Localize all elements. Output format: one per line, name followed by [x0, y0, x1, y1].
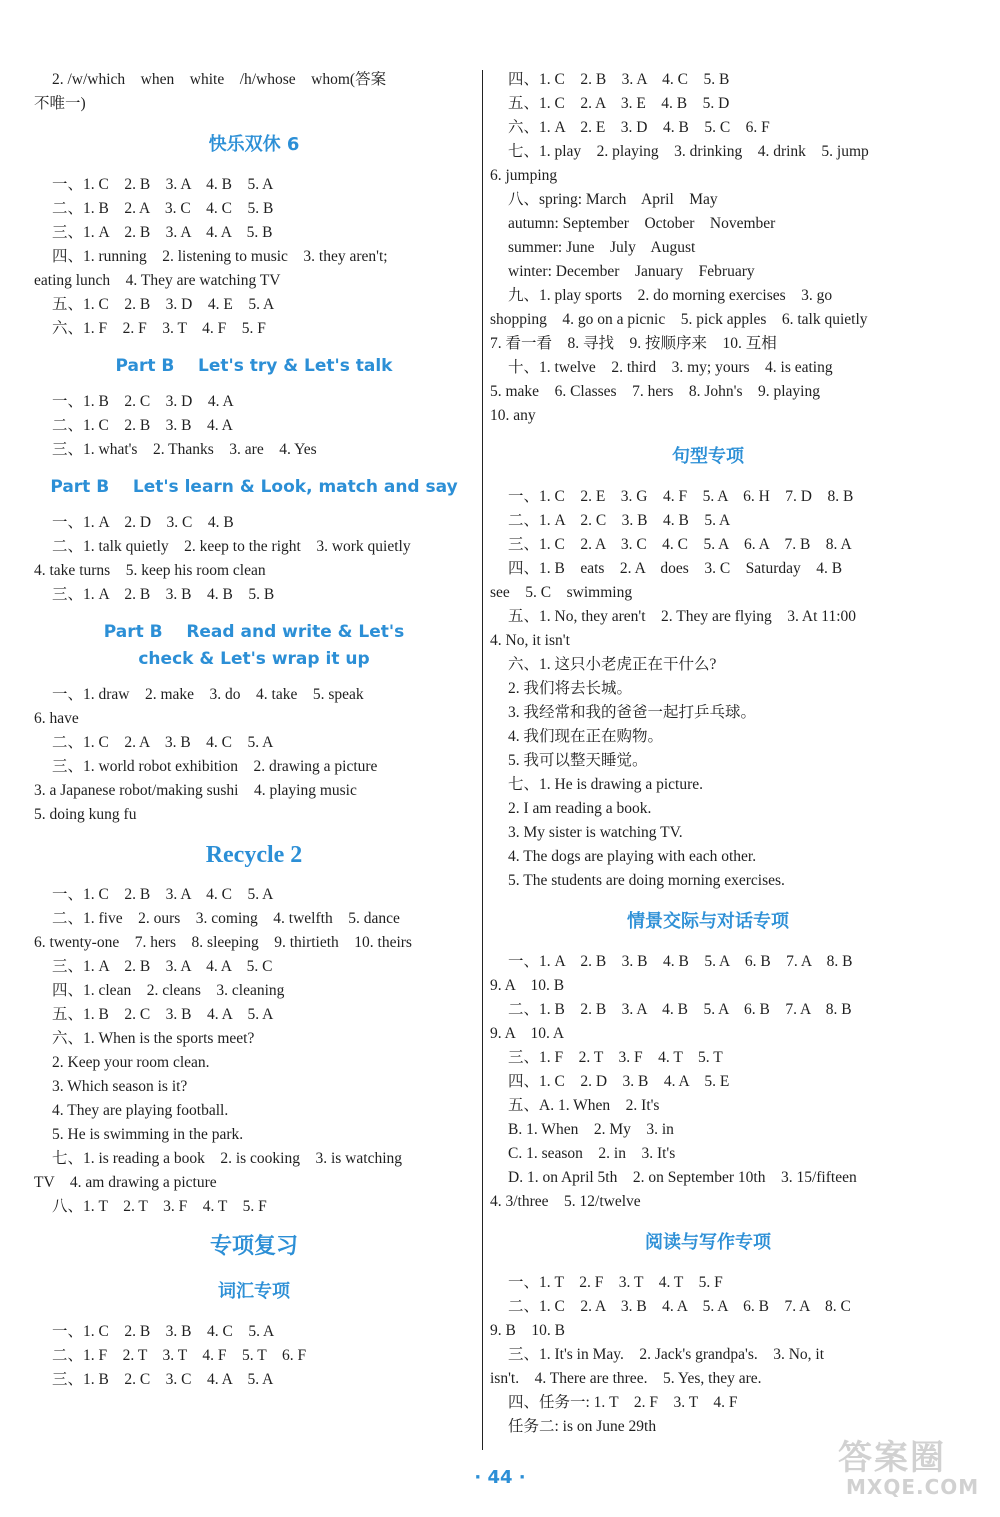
- answer-line: 3. 我经常和我的爸爸一起打乒乓球。: [508, 704, 757, 721]
- answer-line: 4. No, it isn't: [490, 632, 570, 649]
- answer-line: 七、1. is reading a book 2. is cooking 3. is watching: [52, 1150, 402, 1167]
- answer-line: 9. A 10. B: [490, 977, 565, 994]
- answer-line: 四、1. C 2. D 3. B 4. A 5. E: [508, 1073, 730, 1090]
- answer-line: 三、1. what's 2. Thanks 3. are 4. Yes: [52, 441, 317, 458]
- answer-line: 一、1. C 2. E 3. G 4. F 5. A 6. H 7. D 8. B: [508, 488, 854, 505]
- section-heading: 专项复习: [209, 1234, 298, 1259]
- answer-line: 三、1. world robot exhibition 2. drawing a picture: [52, 758, 378, 775]
- answer-line: 六、1. 这只小老虎正在干什么?: [508, 656, 717, 673]
- section-heading: Part B Let's try & Let's talk: [115, 356, 393, 376]
- answer-line: 二、1. F 2. T 3. T 4. F 5. T 6. F: [52, 1347, 307, 1364]
- watermark-logo: [838, 1430, 988, 1510]
- answer-line: 九、1. play sports 2. do morning exercises 3. go: [508, 287, 833, 304]
- answer-line: 3. a Japanese robot/making sushi 4. playing music: [34, 782, 357, 799]
- answer-line: 6. twenty-one 7. hers 8. sleeping 9. thirtieth 10. theirs: [34, 934, 412, 951]
- answer-line: 七、1. He is drawing a picture.: [508, 776, 703, 793]
- answer-line: TV 4. am drawing a picture: [34, 1174, 217, 1191]
- answer-line: autumn: September October November: [508, 215, 776, 232]
- answer-line: 四、1. running 2. listening to music 3. they aren't;: [52, 248, 388, 265]
- answer-line: 五、1. C 2. A 3. E 4. B 5. D: [508, 95, 730, 112]
- section-heading: 句型专项: [672, 446, 744, 467]
- answer-line: B. 1. When 2. My 3. in: [508, 1121, 674, 1138]
- answer-line: C. 1. season 2. in 3. It's: [508, 1145, 676, 1162]
- answer-line: see 5. C swimming: [490, 584, 633, 601]
- answer-line: 5. make 6. Classes 7. hers 8. John's 9. playing: [490, 383, 820, 400]
- right-column: [490, 68, 926, 1439]
- answer-line: 三、1. A 2. B 3. A 4. A 5. B: [52, 224, 273, 241]
- answer-line: summer: June July August: [508, 239, 696, 256]
- section-heading: Part B Let's learn & Look, match and say: [50, 477, 458, 497]
- left-column: [34, 68, 474, 1392]
- section-heading: Recycle 2: [205, 842, 303, 868]
- answer-line: 二、1. talk quietly 2. keep to the right 3. work quietly: [52, 538, 411, 555]
- answer-line: 9. A 10. A: [490, 1025, 565, 1042]
- section-heading: 词汇专项: [218, 1281, 290, 1302]
- answer-line: 三、1. A 2. B 3. A 4. A 5. C: [52, 958, 273, 975]
- answer-line: 五、1. B 2. C 3. B 4. A 5. A: [52, 1006, 274, 1023]
- answer-line: 3. Which season is it?: [52, 1078, 188, 1095]
- answer-line: 三、1. A 2. B 3. B 4. B 5. B: [52, 586, 275, 603]
- answer-line: 3. My sister is watching TV.: [508, 824, 683, 841]
- answer-line: winter: December January February: [508, 263, 755, 280]
- answer-line: 六、1. F 2. F 3. T 4. F 5. F: [52, 320, 266, 337]
- answer-line: 2. 我们将去长城。: [508, 680, 633, 697]
- answer-line: 5. doing kung fu: [34, 806, 137, 823]
- answer-line: eating lunch 4. They are watching TV: [34, 272, 281, 289]
- answer-line: 十、1. twelve 2. third 3. my; yours 4. is eating: [508, 359, 833, 376]
- section-heading: 情景交际与对话专项: [627, 911, 789, 932]
- answer-line: 三、1. F 2. T 3. F 4. T 5. T: [508, 1049, 723, 1066]
- answer-line: 任务二: is on June 29th: [508, 1418, 657, 1435]
- answer-line: 6. jumping: [490, 167, 558, 184]
- answer-line: 4. They are playing football.: [52, 1102, 229, 1119]
- answer-line: 4. The dogs are playing with each other.: [508, 848, 757, 865]
- section-heading: 快乐双休 6: [208, 134, 300, 155]
- answer-line: 二、1. B 2. A 3. C 4. C 5. B: [52, 200, 274, 217]
- answer-line: 二、1. C 2. B 3. B 4. A: [52, 417, 233, 434]
- answer-line: 9. B 10. B: [490, 1322, 565, 1339]
- answer-line: 4. take turns 5. keep his room clean: [34, 562, 266, 579]
- answer-line: isn't. 4. There are three. 5. Yes, they are.: [490, 1370, 762, 1387]
- answer-line: 4. 3/three 5. 12/twelve: [490, 1193, 641, 1210]
- answer-line: D. 1. on April 5th 2. on September 10th 3. 15/fifteen: [508, 1169, 857, 1186]
- answer-line: 六、1. A 2. E 3. D 4. B 5. C 6. F: [508, 119, 770, 136]
- answer-line: 四、1. clean 2. cleans 3. cleaning: [52, 982, 285, 999]
- answer-line: 5. 我可以整天睡觉。: [508, 752, 648, 769]
- answer-line: 六、1. When is the sports meet?: [52, 1030, 255, 1047]
- answer-line: 四、1. B eats 2. A does 3. C Saturday 4. B: [508, 560, 843, 577]
- answer-line: 5. He is swimming in the park.: [52, 1126, 244, 1143]
- answer-line: 不唯一): [34, 95, 86, 112]
- page-number: · 44 ·: [474, 1467, 526, 1488]
- answer-line: 一、1. A 2. B 3. B 4. B 5. A 6. B 7. A 8. B: [508, 953, 853, 970]
- watermark-text-cn: 答案圈: [838, 1438, 946, 1478]
- answer-line: 10. any: [490, 407, 536, 424]
- answer-line: 一、1. C 2. B 3. B 4. C 5. A: [52, 1323, 275, 1340]
- answer-line: 二、1. C 2. A 3. B 4. A 5. A 6. B 7. A 8. C: [508, 1298, 851, 1315]
- answer-line: 6. have: [34, 710, 79, 727]
- answer-line: 七、1. play 2. playing 3. drinking 4. drink 5. jump: [508, 143, 869, 160]
- answer-line: 四、1. C 2. B 3. A 4. C 5. B: [508, 71, 730, 88]
- answer-line: 三、1. B 2. C 3. C 4. A 5. A: [52, 1371, 274, 1388]
- answer-line: 一、1. draw 2. make 3. do 4. take 5. speak: [52, 686, 364, 703]
- answer-line: 2. I am reading a book.: [508, 800, 652, 817]
- answer-line: 一、1. C 2. B 3. A 4. B 5. A: [52, 176, 274, 193]
- answer-line: 三、1. It's in May. 2. Jack's grandpa's. 3. No, it: [508, 1346, 825, 1363]
- answer-line: 八、spring: March April May: [508, 191, 718, 208]
- answer-line: 五、1. C 2. B 3. D 4. E 5. A: [52, 296, 275, 313]
- watermark-text-en: MXQE.COM: [846, 1475, 980, 1499]
- answer-line: 五、1. No, they aren't 2. They are flying 3. At 11:00: [508, 608, 857, 625]
- answer-line: 四、任务一: 1. T 2. F 3. T 4. F: [508, 1394, 738, 1411]
- answer-line: 一、1. C 2. B 3. A 4. C 5. A: [52, 886, 274, 903]
- answer-line: shopping 4. go on a picnic 5. pick apples 6. talk quietly: [490, 311, 868, 328]
- answer-line: 三、1. C 2. A 3. C 4. C 5. A 6. A 7. B 8. A: [508, 536, 852, 553]
- answer-line: 二、1. C 2. A 3. B 4. C 5. A: [52, 734, 274, 751]
- answer-line: 二、1. A 2. C 3. B 4. B 5. A: [508, 512, 731, 529]
- answer-line: 7. 看一看 8. 寻找 9. 按顺序来 10. 互相: [490, 335, 777, 352]
- answer-line: 二、1. B 2. B 3. A 4. B 5. A 6. B 7. A 8. B: [508, 1001, 852, 1018]
- column-divider: [482, 70, 483, 1450]
- answer-line: 一、1. A 2. D 3. C 4. B: [52, 514, 234, 531]
- answer-line: 五、A. 1. When 2. It's: [508, 1097, 660, 1114]
- answer-line: 八、1. T 2. T 3. F 4. T 5. F: [52, 1198, 267, 1215]
- answer-line: 2. /w/which when white /h/whose whom(答案: [52, 71, 387, 88]
- answer-line: 一、1. T 2. F 3. T 4. T 5. F: [508, 1274, 723, 1291]
- answer-line: 5. The students are doing morning exercises.: [508, 872, 785, 889]
- answer-line: 2. Keep your room clean.: [52, 1054, 210, 1071]
- answer-line: 二、1. five 2. ours 3. coming 4. twelfth 5. dance: [52, 910, 400, 927]
- section-heading: 阅读与写作专项: [645, 1232, 771, 1253]
- answer-line: 4. 我们现在正在购物。: [508, 728, 664, 745]
- answer-line: 一、1. B 2. C 3. D 4. A: [52, 393, 234, 410]
- section-heading: Part B Read and write & Let's check & Let's wrap it up: [103, 622, 405, 669]
